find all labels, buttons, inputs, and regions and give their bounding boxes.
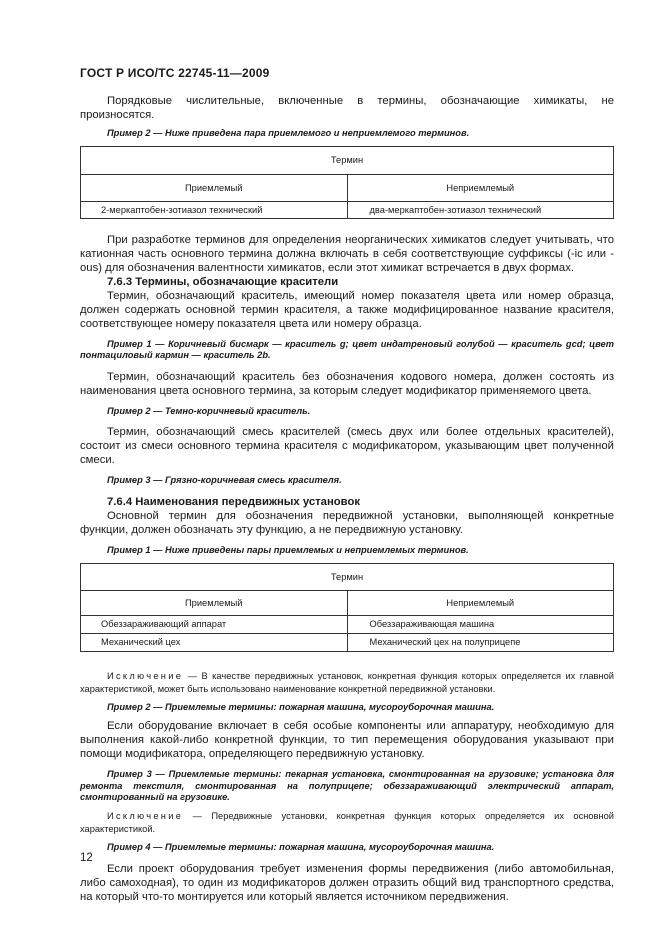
terms-table-mobile-units xyxy=(80,563,614,652)
paragraph-movement-form: Если проект оборудования требует изменения формы передвижения (либо автомобильная, либо самоходная), то один из модификаторов должен отразить общий вид транспортного средства, на который что-то монтируется или который является источником передвижения. xyxy=(80,862,614,903)
table-title: Термин xyxy=(81,146,614,174)
paragraph-ordinals: Порядковые числительные, включенные в термины, обозначающие химикаты, не произносятся. xyxy=(80,95,614,121)
exception-label: Исключение xyxy=(107,810,184,821)
example-mobile-2: Пример 2 — Приемлемые термины: пожарная машина, мусороуборочная машина. xyxy=(107,701,495,712)
table-title: Термин xyxy=(81,563,614,590)
column-header-unacceptable: Неприемлемый xyxy=(347,174,614,201)
paragraph-special-equipment: Если оборудование включает в себя особые компоненты или аппаратуру, необходимую для выполнения какой-либо конкретной функции, то тип перемещения оборудования указывают при помощи модификатора, определяющего передвижную установку. xyxy=(80,720,614,761)
paragraph-dye-number: Термин, обозначающий краситель, имеющий номер показателя цвета или номер образца, должен содержать основной термин красителя, а также модифицированное название красителя, соответствующее номеру показателя цвета или номеру образца. xyxy=(80,289,614,330)
terms-table-chemicals xyxy=(80,146,614,219)
exception-text: — Передвижные установки, конкретная функция которых определяется их основной характеристикой. xyxy=(80,810,614,834)
paragraph-dye-no-code: Термин, обозначающий краситель без обозначения кодового номера, должен состоять из наименования цвета основного термина, за которым следует модификатор применяемого цвета. xyxy=(80,370,614,397)
section-heading-mobile-units: 7.6.4 Наименования передвижных установок xyxy=(107,495,361,508)
table-cell-unacceptable: Обеззараживающая машина xyxy=(347,615,614,633)
table-row xyxy=(81,633,614,651)
exception-label: Исключение xyxy=(107,670,184,681)
example-dyes-1: Пример 1 — Коричневый бисмарк — краситель g; цвет индатреновый голубой — краситель gcd; цвет понтациловый кармин — краситель 2b. xyxy=(80,338,614,361)
exception-text: — В качестве передвижных установок, конкретная функция которых определяется их главной характеристикой, может быть использовано наименование конкретной передвижной установки. xyxy=(80,670,614,694)
paragraph-mobile-units: Основной термин для обозначения передвижной установки, выполняющей конкретные функции, должен обозначать эту функцию, а не передвижную установку. xyxy=(80,509,614,536)
page-number: 12 xyxy=(80,852,93,864)
table-cell-unacceptable: два-меркаптобен-зотиазол технический xyxy=(347,201,614,218)
example-mobile-4: Пример 4 — Приемлемые термины: пожарная машина, мусороуборочная машина. xyxy=(107,841,495,852)
page-content xyxy=(80,94,614,904)
column-header-acceptable: Приемлемый xyxy=(81,590,348,615)
column-header-acceptable: Приемлемый xyxy=(81,174,348,201)
example-dyes-3: Пример 3 — Грязно-коричневая смесь красителя. xyxy=(107,475,342,486)
paragraph-dye-mix: Термин, обозначающий смесь красителей (смесь двух или более отдельных красителей), состоит из смеси основного термина красителя с модификатором, указывающим цвет полученной смеси. xyxy=(80,426,614,467)
table-cell-acceptable: Механический цех xyxy=(81,633,348,651)
section-heading-dyes: 7.6.3 Термины, обозначающие красители xyxy=(107,275,339,288)
table-row xyxy=(81,201,614,218)
exception-note-2 xyxy=(80,810,614,836)
example-mobile-3: Пример 3 — Приемлемые термины: пекарная установка, смонтированная на грузовике; установка для ремонта текстиля, смонтированная на полуприцепе; обеззараживающий электрический аппарат, смонтированный на грузовике. xyxy=(80,769,614,803)
table-row xyxy=(81,615,614,633)
example-mobile-1: Пример 1 — Ниже приведены пары приемлемых и неприемлемых терминов. xyxy=(107,544,469,555)
exception-note-1 xyxy=(80,670,614,696)
table-cell-unacceptable: Механический цех на полуприцепе xyxy=(347,633,614,651)
example-pair-intro: Пример 2 — Ниже приведена пара приемлемого и неприемлемого терминов. xyxy=(107,128,470,138)
paragraph-inorganic: При разработке терминов для определения неорганических химикатов следует учитывать, что катионная часть основного термина должна включать в себя соответствующие суффиксы (-ic или -ous) для обозначения валентности химикатов, если этот химикат встречается в двух формах. xyxy=(80,233,614,274)
column-header-unacceptable: Неприемлемый xyxy=(347,590,614,615)
table-cell-acceptable: Обеззараживающий аппарат xyxy=(81,615,348,633)
document-header: ГОСТ Р ИСО/ТС 22745-11—2009 xyxy=(80,66,270,80)
table-cell-acceptable: 2-меркаптобен-зотиазол технический xyxy=(81,201,348,218)
example-dyes-2: Пример 2 — Темно-коричневый краситель. xyxy=(107,405,311,416)
